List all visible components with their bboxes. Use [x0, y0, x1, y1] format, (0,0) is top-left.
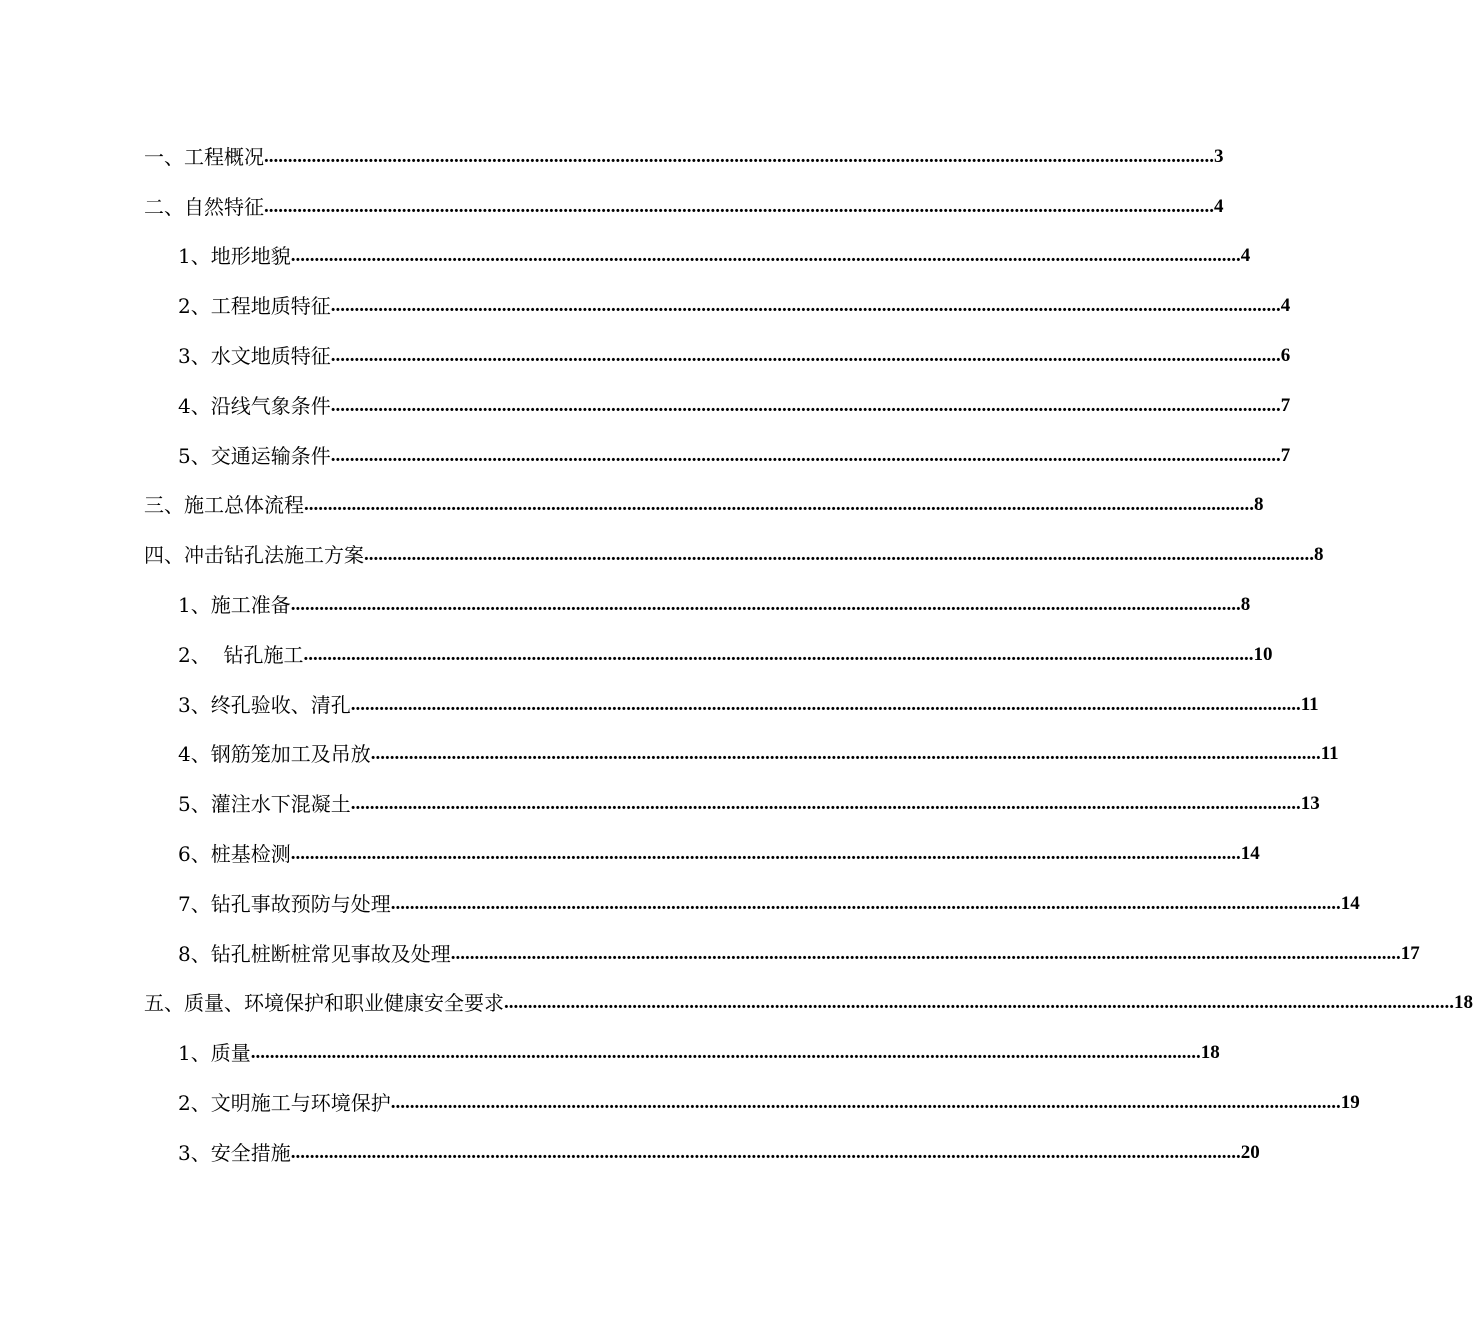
toc-entry-title: 2、 钻孔施工	[178, 642, 304, 667]
toc-dot-leader: ........................................................................................................................................................................................................	[350, 693, 1301, 715]
toc-dot-leader: ........................................................................................................................................................................................................	[264, 195, 1214, 217]
toc-entry[interactable]	[0, 1028, 1220, 1078]
toc-dot-leader: ........................................................................................................................................................................................................	[290, 245, 1241, 267]
toc-entry-title: 5、交通运输条件	[178, 443, 331, 468]
toc-entry-title: 5、灌注水下混凝土	[178, 792, 351, 817]
toc-dot-leader: ........................................................................................................................................................................................................	[370, 743, 1321, 765]
toc-entry[interactable]	[0, 1078, 1360, 1128]
toc-dot-leader: ........................................................................................................................................................................................................	[390, 892, 1341, 914]
toc-entry[interactable]	[0, 331, 1291, 381]
toc-page-number: 19	[1340, 1092, 1360, 1114]
toc-page-number: 13	[1300, 793, 1320, 815]
toc-entry-title: 2、工程地质特征	[178, 294, 331, 319]
toc-dot-leader: ........................................................................................................................................................................................................	[290, 594, 1241, 616]
toc-page-number: 17	[1400, 942, 1420, 964]
toc-entry-title: 3、安全措施	[178, 1140, 291, 1165]
toc-entry-title: 8、钻孔桩断桩常见事故及处理	[178, 941, 451, 966]
toc-entry-title: 二、自然特征	[144, 194, 264, 219]
toc-entry-title: 一、工程概况	[144, 144, 264, 169]
toc-dot-leader: ........................................................................................................................................................................................................	[450, 942, 1401, 964]
toc-page-number: 14	[1340, 892, 1360, 914]
toc-dot-leader: ........................................................................................................................................................................................................	[304, 494, 1254, 516]
toc-entry-title: 4、钢筋笼加工及吊放	[178, 742, 371, 767]
toc-dot-leader: ........................................................................................................................................................................................................	[390, 1092, 1341, 1114]
toc-entry-title: 1、质量	[178, 1041, 251, 1066]
toc-entry-title: 四、冲击钻孔法施工方案	[144, 543, 364, 568]
toc-dot-leader: ........................................................................................................................................................................................................	[290, 843, 1241, 865]
toc-page-number: 8	[1254, 494, 1264, 516]
toc-dot-leader: ........................................................................................................................................................................................................	[330, 345, 1281, 367]
toc-page-number: 3	[1214, 145, 1224, 167]
toc-dot-leader: ........................................................................................................................................................................................................	[504, 992, 1454, 1014]
toc-entry[interactable]	[0, 730, 1339, 780]
toc-page-number: 18	[1200, 1042, 1220, 1064]
toc-page-number: 7	[1280, 394, 1291, 416]
toc-entry-title: 五、质量、环境保护和职业健康安全要求	[144, 991, 504, 1016]
toc-dot-leader: ........................................................................................................................................................................................................	[303, 643, 1254, 665]
toc-entry[interactable]	[0, 182, 1224, 232]
toc-entry[interactable]	[0, 630, 1273, 680]
toc-page-number: 14	[1240, 843, 1260, 865]
toc-entry-title: 1、地形地貌	[178, 244, 291, 269]
toc-dot-leader: ........................................................................................................................................................................................................	[350, 793, 1301, 815]
toc-dot-leader: ........................................................................................................................................................................................................	[330, 444, 1281, 466]
toc-entry-title: 3、终孔验收、清孔	[178, 692, 351, 717]
toc-page-number: 4	[1240, 245, 1251, 267]
toc-page-number: 4	[1280, 295, 1291, 317]
toc-page-number: 11	[1320, 743, 1339, 765]
toc-entry[interactable]	[0, 779, 1320, 829]
toc-entry[interactable]	[0, 829, 1260, 879]
toc-entry-title: 3、水文地质特征	[178, 344, 331, 369]
toc-entry[interactable]	[0, 431, 1291, 481]
toc-dot-leader: ........................................................................................................................................................................................................	[330, 295, 1281, 317]
toc-entry[interactable]	[0, 281, 1291, 331]
toc-page-number: 18	[1454, 992, 1473, 1014]
toc-entry-title: 三、施工总体流程	[144, 493, 304, 518]
toc-page-number: 4	[1214, 195, 1224, 217]
toc-entry[interactable]	[0, 232, 1251, 282]
toc-page-number: 8	[1240, 594, 1251, 616]
toc-dot-leader: ........................................................................................................................................................................................................	[290, 1141, 1241, 1163]
toc-page-number: 6	[1280, 345, 1291, 367]
toc-entry[interactable]	[0, 132, 1224, 182]
toc-entry-title: 7、钻孔事故预防与处理	[178, 891, 391, 916]
toc-dot-leader: ........................................................................................................................................................................................................	[250, 1042, 1201, 1064]
toc-page-number: 20	[1240, 1141, 1260, 1163]
toc-entry[interactable]	[0, 1128, 1260, 1178]
toc-entry-title: 4、沿线气象条件	[178, 393, 331, 418]
toc-page-number: 8	[1314, 544, 1324, 566]
toc-entry[interactable]	[0, 879, 1360, 929]
toc-entry[interactable]	[0, 680, 1319, 730]
toc-entry-title: 1、施工准备	[178, 593, 291, 618]
toc-entry[interactable]	[0, 580, 1251, 630]
table-of-contents	[0, 132, 1473, 1178]
toc-dot-leader: ........................................................................................................................................................................................................	[264, 145, 1214, 167]
toc-entry[interactable]	[0, 929, 1420, 979]
toc-entry-title: 2、文明施工与环境保护	[178, 1091, 391, 1116]
toc-dot-leader: ........................................................................................................................................................................................................	[364, 544, 1314, 566]
toc-page-number: 11	[1300, 693, 1319, 715]
toc-entry-title: 6、桩基检测	[178, 842, 291, 867]
toc-entry[interactable]	[0, 381, 1291, 431]
toc-entry[interactable]	[0, 530, 1324, 580]
toc-entry[interactable]	[0, 979, 1473, 1029]
toc-page-number: 7	[1280, 444, 1291, 466]
toc-dot-leader: ........................................................................................................................................................................................................	[330, 394, 1281, 416]
toc-entry[interactable]	[0, 481, 1264, 531]
toc-page-number: 10	[1253, 643, 1273, 665]
